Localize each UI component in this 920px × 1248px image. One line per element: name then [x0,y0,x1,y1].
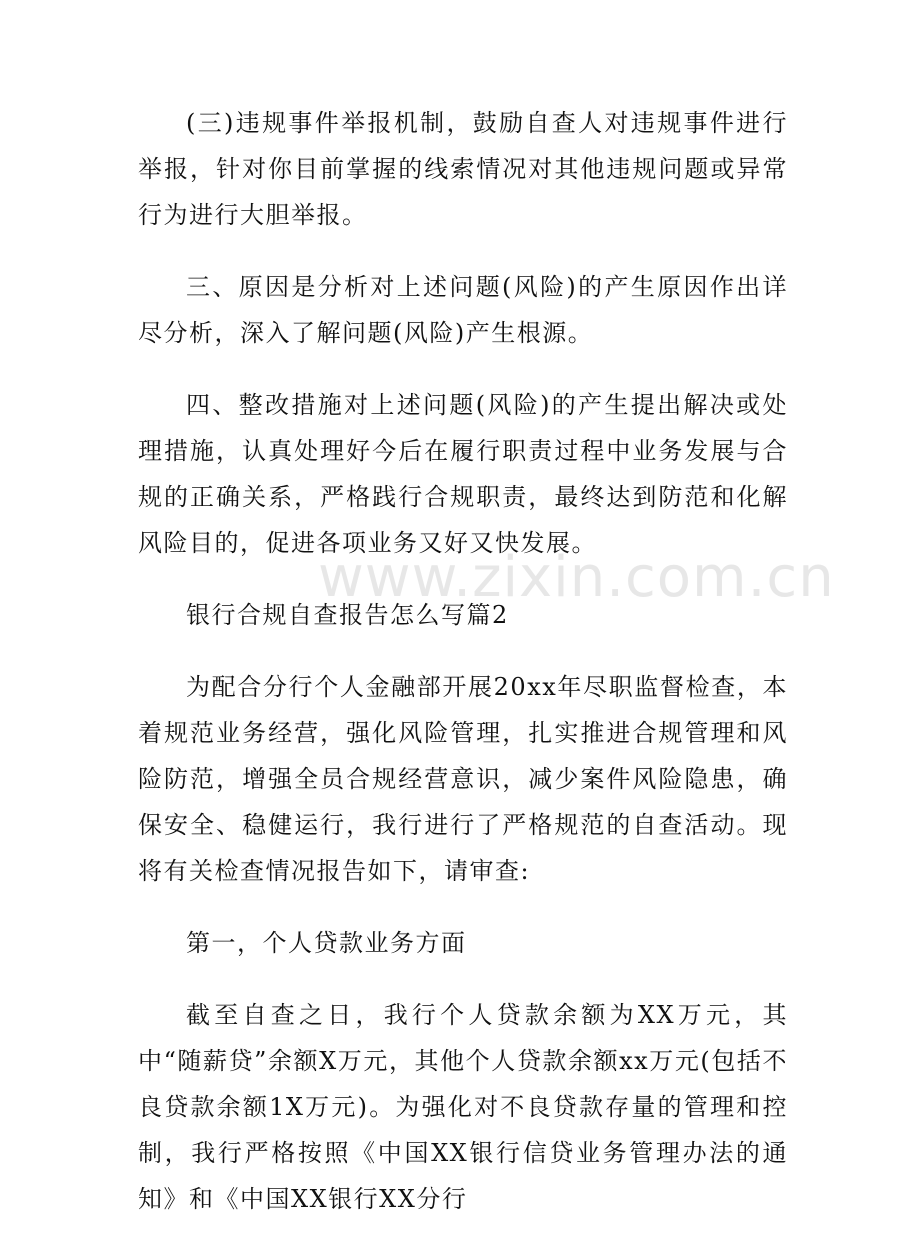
paragraph-loan-balance: 截至自查之日，我行个人贷款余额为XX万元，其中“随薪贷”余额X万元，其他个人贷款余额xx万元(包括不良贷款余额1X万元)。为强化对不良贷款存量的管理和控制，我行严格按照《中国XX银行信贷业务管理办法的通知》和《中国XX银行XX分行 [138,1001,788,1213]
section-heading-personal-loans: 第一，个人贷款业务方面 [186,929,467,957]
paragraph-rectification-measures: 四、整改措施对上述问题(风险)的产生提出解决或处理措施，认真处理好今后在履行职责过程中业务发展与合规的正确关系，严格践行合规职责，最终达到防范和化解风险目的，促进各项业务又好又快发展。 [138,391,788,557]
paragraph-self-inspection-intro: 为配合分行个人金融部开展20xx年尽职监督检查，本着规范业务经营，强化风险管理，扎实推进合规管理和风险防范，增强全员合规经营意识，减少案件风险隐患，确保安全、稳健运行，我行进行了严格规范的自查活动。现将有关检查情况报告如下，请审查: [138,673,788,885]
paragraph-reporting-mechanism: (三)违规事件举报机制，鼓励自查人对违规事件进行举报，针对你目前掌握的线索情况对其他违规问题或异常行为进行大胆举报。 [138,109,788,229]
document-body [138,100,788,1248]
watermark-text: www.zixin.com.cn [318,545,835,610]
article-title-part-2: 银行合规自查报告怎么写篇2 [186,601,509,629]
paragraph-cause-analysis: 三、原因是分析对上述问题(风险)的产生原因作出详尽分析，深入了解问题(风险)产生根源。 [138,273,788,347]
